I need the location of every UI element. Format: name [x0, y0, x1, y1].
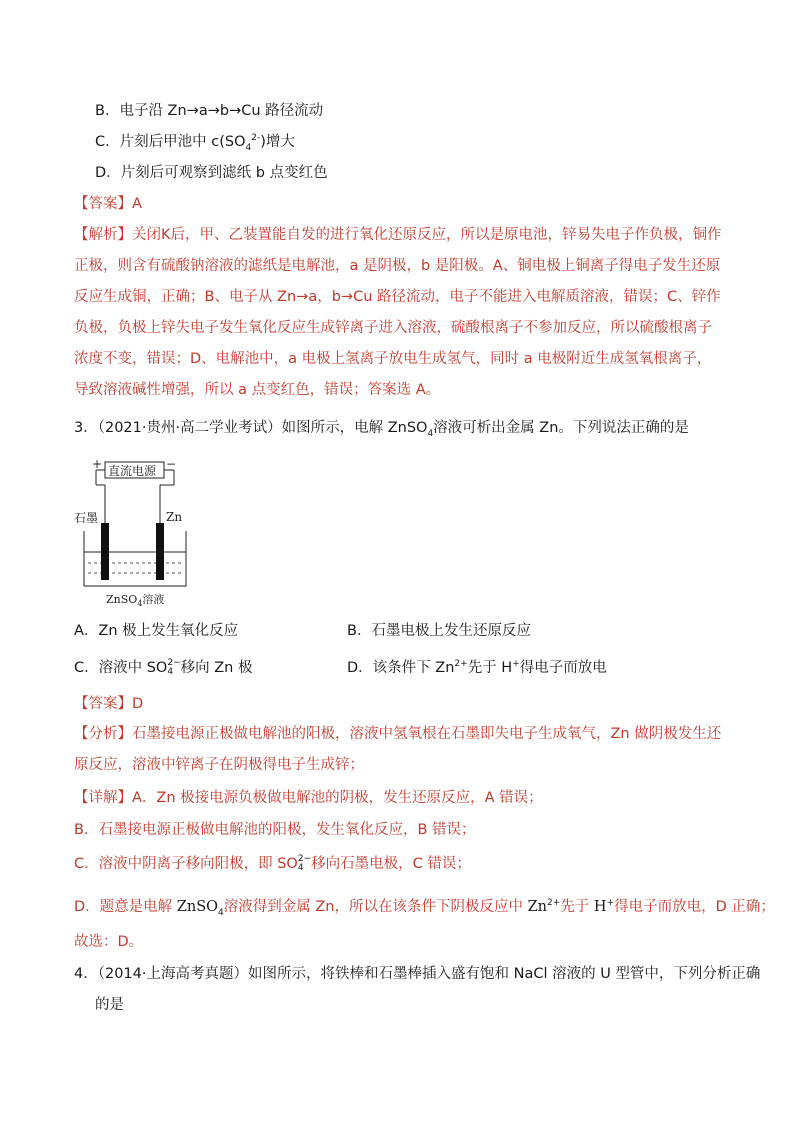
zn-electrode — [156, 523, 164, 580]
q3-option-c: C．溶液中 SO 2− 4 移向 Zn 极 — [74, 658, 253, 677]
q3-stem: 3．（2021·贵州·高二学业考试）如图所示，电解 ZnSO$_4$溶液可析出金属 Zn。下列说法正确的是 — [74, 420, 689, 439]
q3-option-a: A．Zn 极上发生氧化反应 — [74, 623, 239, 639]
q3-answer-line — [74, 694, 143, 714]
power-label: 直流电源 — [108, 464, 157, 478]
diagram-caption: ZnSO$_4$溶液 — [106, 593, 165, 608]
minus-sign: − — [166, 457, 177, 471]
answer-tag: 【答案】 — [74, 696, 132, 712]
analysis-tag: 【解析】 — [74, 227, 132, 243]
electrolysis-diagram — [70, 456, 200, 616]
left-electrode-label: 石墨 — [74, 511, 99, 525]
q4-stem-line2: 的是 — [95, 997, 124, 1013]
conclusion: 故选：D。 — [74, 934, 144, 950]
xiangjie-line-c: C．溶液中阴离子移向阳极，即 SO 2− 4 移向石墨电极，C 错误； — [74, 854, 471, 873]
xiangjie-line-b: B．石墨接电源正极做电解池的阳极，发生氧化反应，B 错误； — [74, 822, 476, 838]
q4-stem-line1: 4．（2014·上海高考真题）如图所示，将铁棒和石墨棒插入盛有饱和 NaCl 溶液的 U 型管中，下列分析正确 — [74, 966, 761, 982]
option-d: D．片刻后可观察到滤纸 b 点变红色 — [95, 165, 328, 181]
analysis-text: 关闭K后，甲、乙装置能自发的进行氧化还原反应，所以是原电池，锌易失电子作负极，铜作正极，则含有硫酸钠溶液的滤纸是电解池，a 是阴极，b 是阳极。A、铜电极上铜离子得电子发生还原反应生成铜，正确；B、电子从 Zn→a，b→Cu 路径流动，电子不能进入电解质溶液，错误；C、锌作负极，负极上锌失电子发生氧化反应生成锌离子进入溶液，硫酸根离子不参加反应，所以硫酸根离子浓度不变，错误；D、电解池中，a 电极上氢离子放电生成氢气，同时 a 电极附近生成氢氧根离子，导致溶液碱性增强，所以 a 点变红色，错误；答案选 A。 — [74, 227, 722, 398]
xiangjie-tag: 【详解】 — [74, 790, 132, 806]
right-electrode-label: Zn — [166, 510, 183, 524]
answer-value: D — [132, 696, 144, 712]
q3-option-b: B．石墨电极上发生还原反应 — [347, 623, 531, 639]
plus-sign: + — [92, 457, 103, 471]
option-b: B．电子沿 Zn→a→b→Cu 路径流动 — [95, 103, 324, 119]
answer-line — [74, 194, 142, 214]
q3-option-d: D．该条件下 $Zn^{2+}$先于 H+得电子而放电 — [347, 659, 607, 676]
xiangjie-line-d: D．题意是电解 ZnSO$_4$溶液得到金属 Zn，所以在该条件下阴极反应中 $Zn^{2+}$先于 H+得电子而放电，D 正确； — [74, 898, 775, 918]
answer-value: A — [132, 196, 142, 212]
graphite-electrode — [101, 523, 109, 580]
xiangjie-line-a: 【详解】A．Zn 极接电源负极做电解池的阴极，发生还原反应，A 错误； — [74, 790, 543, 806]
fenxi-paragraph — [74, 719, 724, 781]
analysis-paragraph — [74, 220, 724, 406]
fenxi-tag: 【分析】 — [74, 726, 132, 742]
answer-tag: 【答案】 — [74, 196, 132, 212]
fenxi-text: 石墨接电源正极做电解池的阳极，溶液中氢氧根在石墨即失电子生成氧气，Zn 做阴极发生还原反应，溶液中锌离子在阴极得电子生成锌； — [74, 726, 722, 773]
option-c: C．片刻后甲池中 $c(SO_4^{2-})$增大 — [95, 133, 295, 153]
